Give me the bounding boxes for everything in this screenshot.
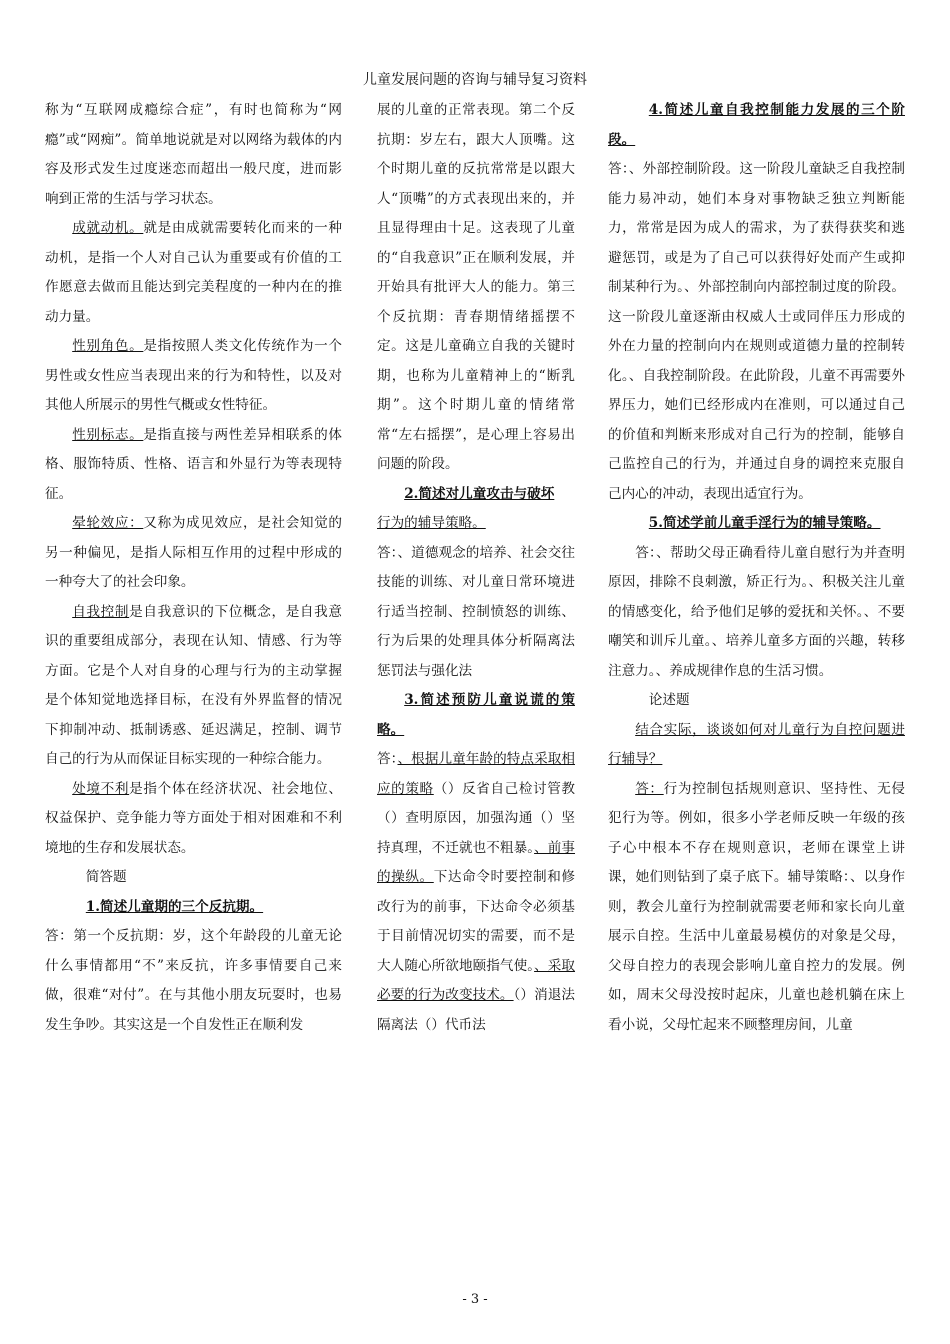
- answer: 答：、道德观念的培养、社会交往技能的训练、对儿童日常环境进行适当控制、控制愤怒的训练、行为后果的处理具体分析隔离法惩罚法与强化法: [377, 544, 575, 679]
- term: 性别角色。: [72, 338, 144, 354]
- paragraph: 展的儿童的正常表现。第二个反抗期：岁左右，跟大人顶嘴。这个时期儿童的反抗常常是以跟大人“顶嘴”的方式表现出来的，并且显得理由十足。这表现了儿童的“自我意识”正在顺利发展，并开始具有批评大人的能力。第三个反抗期：青春期情绪摇摆不定。这是儿童确立自我的关键时期，也称为儿童精神上的“断乳期”。这个时期儿童的情绪常常“左右摇摆”，是心理上容易出问题的阶段。: [377, 102, 575, 472]
- paragraph-text: 称为“互联网成瘾综合症”，有时也简称为“网瘾”或“网痴”。简单地说就是对以网络为载体的内容及形式发生过度迷恋而超出一般尺度，进而影响到正常的生活与学习状态。: [45, 102, 342, 207]
- definition: 又称为成见效应，是社会知觉的另一种偏见，是指人际相互作用的过程中形成的一种夸大了的社会印象。: [45, 515, 342, 590]
- question: [608, 509, 905, 539]
- question-text: 4.简述儿童自我控制能力发展的三个阶段。: [608, 102, 905, 148]
- term: 性别标志。: [72, 426, 144, 443]
- term: 晕轮效应：: [72, 515, 144, 531]
- answer-lead: 答：: [635, 780, 664, 797]
- definition: 就是由成就需要转化而来的一种动机，是指一个人对自己认为重要或有价值的工作愿意去做而且能达到完美程度的一种内在的推动力量。: [45, 220, 342, 325]
- question: [45, 893, 342, 923]
- column-3: [608, 96, 905, 1040]
- question: [377, 480, 575, 510]
- answer: 答：、外部控制阶段。这一阶段儿童缺乏自我控制能力易冲动，她们本身对事物缺乏独立判断能力，常常是因为成人的需求，为了获得获奖和逃避惩罚，或是为了自己可以获得好处而产生或抑制某种行为。、外部控制向内部控制过度的阶段。这一阶段儿童逐渐由权威人士或同伴压力形成的外在力量的控制向内在规则或道德力量的控制转化。、自我控制阶段。在此阶段，儿童不再需要外界压力，她们已经形成内在准则，可以通过自己的价值和判断来形成对自己行为的控制，能够自己监控自己的行为，并通过自身的调控来克服自己内心的冲动，表现出适宜行为。: [608, 161, 905, 502]
- term: 自我控制: [72, 603, 130, 620]
- paragraph: [45, 96, 342, 214]
- term-definition: [45, 775, 342, 864]
- strategy-text: 下达命令时要控制和修改行为的前事，下达命令必须基于目前情况切实的需要，而不是大人随心所欲地颐指气使。: [377, 869, 576, 974]
- question-continued: [377, 509, 575, 539]
- column-1: [45, 96, 342, 1040]
- definition: 是自我意识的下位概念，是自我意识的重要组成部分，表现在认知、情感、行为等方面。它是个人对自身的心理与行为的主动掌握是个体知觉地选择目标，在没有外界监督的情况下抑制冲动、抵制诱惑、延迟满足，控制、调节自己的行为从而保证目标实现的一种综合能力。: [45, 603, 342, 767]
- answer: [377, 745, 575, 1040]
- question: [608, 716, 905, 775]
- section-heading: 简答题: [85, 869, 127, 885]
- strategy-text: （）消退法隔离法（）代币法: [377, 987, 576, 1033]
- definition: 是指个体在经济状况、社会地位、权益保护、竞争能力等方面处于相对困难和不利境地的生存和发展状态。: [45, 780, 342, 856]
- term-definition: [45, 421, 342, 510]
- column-2: [377, 96, 575, 1040]
- strategy-heading: 、根据儿童年龄的特点采取相应的策略: [377, 751, 575, 797]
- term-definition: [45, 598, 342, 775]
- definition: 是指按照人类文化传统作为一个男性或女性应当表现出来的行为和特性，以及对其他人所展示的男性气概或女性特征。: [45, 338, 342, 413]
- question-text: 1.简述儿童期的三个反抗期。: [85, 898, 264, 915]
- term: 成就动机。: [72, 220, 144, 236]
- question-text: 2.简述对儿童攻击与破坏: [404, 485, 555, 502]
- question: [377, 686, 575, 745]
- answer: 答：、帮助父母正确看待儿童自慰行为并查明原因，排除不良刺激，矫正行为。、积极关注儿童的情感变化，给予他们足够的爱抚和关怀。、不要嘲笑和训斥儿童。、培养儿童多方面的兴趣，转移注意力。、养成规律作息的生活习惯。: [608, 544, 905, 679]
- question: [608, 96, 905, 155]
- term-definition: [45, 332, 342, 421]
- page-number: - 3 -: [462, 1292, 488, 1307]
- term: 处境不利: [72, 780, 130, 797]
- answer: [608, 775, 905, 1041]
- strategy-heading: 、前事的操纵。: [377, 839, 576, 885]
- answer: 答：第一个反抗期：岁，这个年龄段的儿童无论什么事情都用“不”来反抗，许多事情要自己来做，很难“对付”。在与其他小朋友玩耍时，也易发生争吵。其实这是一个自发性正在顺利发: [45, 928, 342, 1033]
- question-text: 3.简述预防儿童说谎的策略。: [377, 692, 575, 738]
- question-text: 行为的辅导策略。: [377, 515, 486, 531]
- question-text: 5.简述学前儿童手淫行为的辅导策略。: [648, 515, 881, 531]
- section-heading: 论述题: [648, 692, 690, 708]
- answer-text: 行为控制包括规则意识、坚持性、无侵犯行为等。例如，很多小学老师反映一年级的孩子心中根本不存在规则意识，老师在课堂上讲课，她们则钻到了桌子底下。辅导策略：、以身作则，教会儿童行为控制就需要老师和家长向儿童展示自控。生活中儿童最易模仿的对象是父母，父母自控力的表现会影响儿童自控力的发展。例如，周末父母没按时起床，儿童也趁机躺在床上看小说，父母忙起来不顾整理房间，儿童: [608, 780, 905, 1033]
- term-definition: [45, 214, 342, 332]
- page-header-title: 儿童发展问题的咨询与辅导复习资料: [363, 72, 587, 88]
- definition: 是指直接与两性差异相联系的体格、服饰特质、性格、语言和外显行为等表现特征。: [45, 426, 342, 502]
- strategy-text: （）反省自己检讨管教（）查明原因，加强沟通（）坚持真理，不迁就也不粗暴。: [377, 780, 576, 856]
- term-definition: [45, 509, 342, 598]
- strategy-heading: 、采取必要的行为改变技术。: [377, 957, 576, 1003]
- answer-lead: 答：: [377, 751, 398, 767]
- question-text: 结合实际，谈谈如何对儿童行为自控问题进行辅导？: [608, 721, 905, 767]
